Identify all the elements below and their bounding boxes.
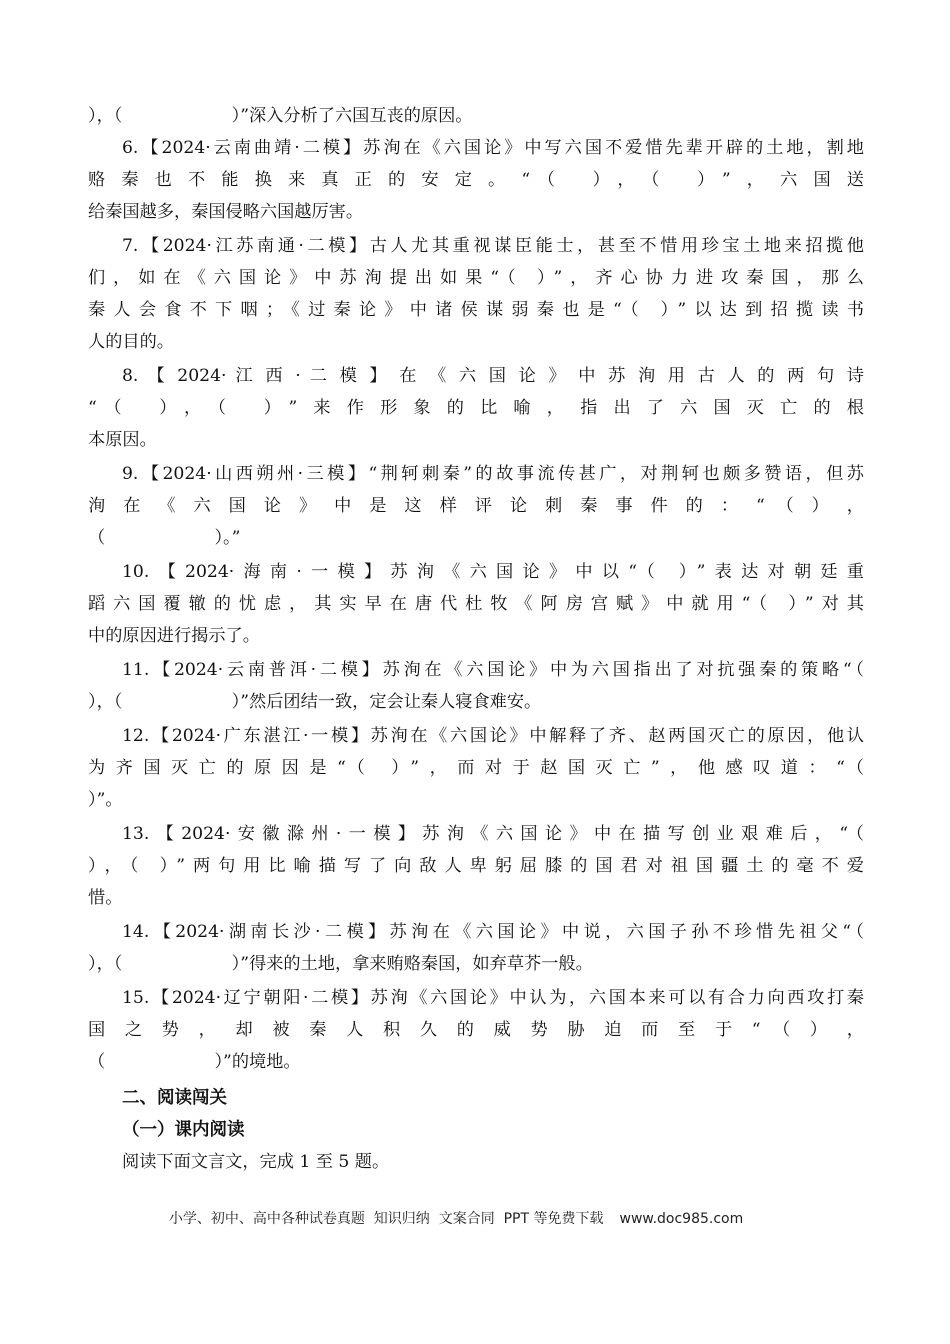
- text-line: 给秦国越多，秦国侵略六国越厉害。: [88, 202, 364, 222]
- text-line: 为齐国灭亡的原因是“（ ）”，而对于赵国灭亡”，他感叹道：“（: [88, 758, 864, 778]
- text-line: ）”。: [88, 790, 123, 810]
- text-line: 们，如在《六国论》中苏洵提出如果“（ ）”，齐心协力进攻秦国，那么: [88, 268, 864, 288]
- text-line: 13.【2024·安徽滁州·一模】苏洵《六国论》中在描写创业艰难后，“（: [122, 824, 864, 844]
- footer-text: 小学、初中、高中各种试卷真题 知识归纳 文案合同 PPT 等免费下载: [168, 1211, 604, 1227]
- instruction-text: 阅读下面文言文，完成 1 至 5 题。: [122, 1152, 390, 1172]
- text-line: “（ ），（ ）”来作形象的比喻，指出了六国灭亡的根: [88, 398, 864, 418]
- text-line: ），（ ）”两句用比喻描写了向敌人卑躬屈膝的国君对祖国疆土的毫不爱: [88, 856, 864, 876]
- subsection-heading: （一）课内阅读: [122, 1120, 245, 1140]
- text-line: 中的原因进行揭示了。: [88, 626, 260, 646]
- text-line: 6.【2024·云南曲靖·二模】苏洵在《六国论》中写六国不爱惜先辈开辟的土地，割地: [122, 138, 864, 158]
- text-line: 14.【2024·湖南长沙·二模】苏洵在《六国论》中说，六国子孙不珍惜先祖父“（: [122, 922, 864, 942]
- text-line: （ ）”的境地。: [88, 1052, 301, 1072]
- text-line: 8. 【 2024· 江 西 · 二 模 】 在 《 六 国 论 》 中 苏 洵 用 古 人 的 两 句 诗: [122, 366, 864, 386]
- text-line: 15.【2024·辽宁朝阳·二模】苏洵《六国论》中认为，六国本来可以有合力向西攻打秦: [122, 988, 864, 1008]
- text-line: 洵 在 《 六 国 论 》 中 是 这 样 评 论 刺 秦 事 件 的 ： “ （ ） ，: [88, 496, 864, 516]
- text-line: ），（ ）”得来的土地，拿来贿赂秦国，如弃草芥一般。: [88, 954, 593, 974]
- section-heading: 二、阅读闯关: [122, 1088, 227, 1108]
- text-line: 本原因。: [88, 430, 157, 450]
- text-line: 7.【2024·江苏南通·二模】古人尤其重视谋臣能士，甚至不惜用珍宝土地来招揽他: [122, 236, 864, 256]
- text-line: 12.【2024·广东湛江·一模】苏洵在《六国论》中解释了齐、赵两国灭亡的原因，他认: [122, 726, 864, 746]
- footer-site-link[interactable]: www.doc985.com: [619, 1211, 744, 1227]
- text-line: （ ）。”: [88, 528, 241, 548]
- text-line: 10.【2024·海南·一模】苏洵《六国论》中以“（ ）”表达对朝廷重: [122, 562, 864, 582]
- text-line: 秦人会食不下咽；《过秦论》中诸侯谋弱秦也是“（ ）”以达到招揽读书: [88, 300, 864, 320]
- text-line: 蹈六国覆辙的忧虑，其实早在唐代杜牧《阿房宫赋》中就用“（ ）”对其: [88, 594, 864, 614]
- text-line: 赂秦也不能换来真正的安定。“（ ），（ ）”，六国送: [88, 170, 864, 190]
- text-line: 国 之 势 ， 却 被 秦 人 积 久 的 威 势 胁 迫 而 至 于 “ （ ） ，: [88, 1020, 864, 1040]
- text-line: 9.【2024·山西朔州·三模】“荆轲刺秦”的故事流传甚广，对荆轲也颇多赞语，但苏: [122, 464, 864, 484]
- text-line: 惜。: [88, 888, 123, 908]
- text-line: ），（ ）”然后团结一致，定会让秦人寝食难安。: [88, 692, 542, 712]
- text-line: ），（ ）”深入分析了六国互丧的原因。: [88, 106, 473, 126]
- text-line: 人的目的。: [88, 332, 174, 352]
- text-line: 11.【2024·云南普洱·二模】苏洵在《六国论》中为六国指出了对抗强秦的策略“（: [122, 660, 864, 680]
- footer: [160, 1192, 743, 1228]
